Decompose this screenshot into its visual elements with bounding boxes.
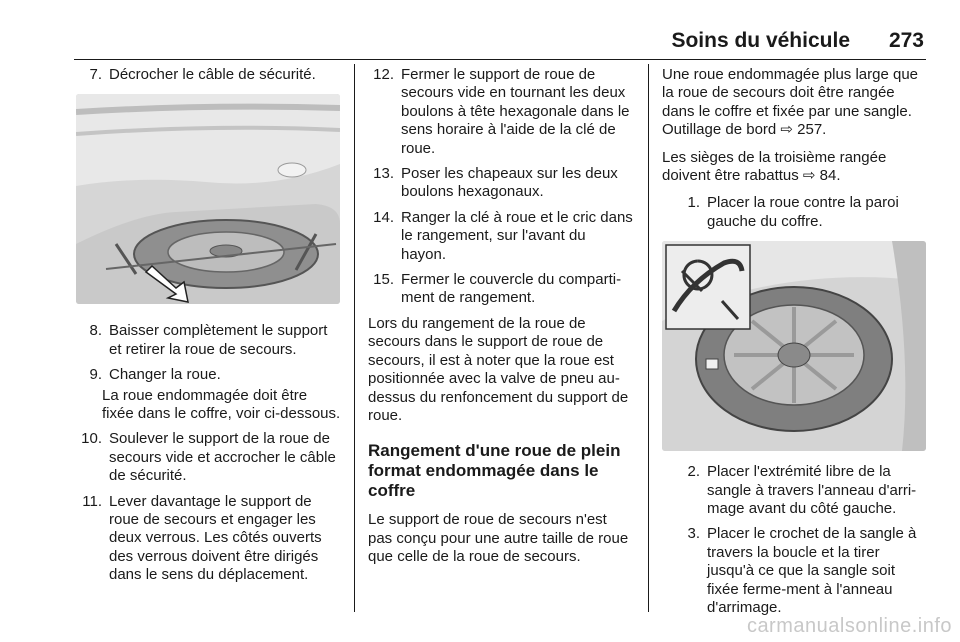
step-number: 13. <box>373 165 394 183</box>
step-number: 15. <box>373 271 394 289</box>
step-text: Fermer le support de roue de secours vide en tournant les deux boulons à tête hexagonale dans le sens horaire à l'aide de la clé de roue. <box>401 66 630 157</box>
paragraph: Lors du rangement de la roue de secours dans le support de roue de secours, il est à noter que la roue est positionnée avec la valve de pneu au-dessus du renfoncement du support de roue. <box>368 314 629 424</box>
step-number: 11. <box>82 492 102 510</box>
column-right <box>662 66 928 625</box>
step-12 <box>368 66 634 158</box>
step-number: 1. <box>687 194 700 212</box>
step-2 <box>674 463 928 518</box>
step-text: Changer la roue. <box>109 366 221 384</box>
step-text: Soulever le support de la roue de secours vide et accrocher le câble de sécurité. <box>109 430 336 485</box>
step-text: Fermer le couvercle du comparti-ment de rangement. <box>401 271 622 307</box>
step-text: Poser les chapeaux sur les deux boulons hexagonaux. <box>401 165 618 201</box>
header-rule <box>74 59 926 60</box>
step-number: 7. <box>89 66 102 83</box>
step-text: Décrocher le câble de sécurité. <box>109 66 316 83</box>
step-text: Ranger la clé à roue et le cric dans le rangement, sur l'avant du hayon. <box>401 208 633 263</box>
step-11 <box>76 493 342 585</box>
section-heading: Rangement d'une roue de plein format endommagée dans le coffre <box>368 441 621 501</box>
step-text: Placer l'extrémité libre de la sangle à travers l'anneau d'arri-mage avant du côté gauche. <box>707 463 917 518</box>
step-text: Lever davantage le support de roue de secours et engager les deux verrous. Les côtés ouverts des verrous doivent être dirigés dans le sens du déplacement. <box>109 492 322 584</box>
step-13 <box>368 165 634 202</box>
step-number: 12. <box>373 66 394 83</box>
wheel-in-trunk-illustration <box>662 241 926 451</box>
column-middle <box>368 66 634 576</box>
step-9 <box>76 366 342 384</box>
page-title: Soins du véhicule <box>671 29 850 52</box>
step-7 <box>76 66 342 84</box>
page-number: 273 <box>888 29 924 52</box>
column-divider-1 <box>354 64 355 612</box>
watermark: carmanualsonline.info <box>746 615 952 637</box>
step-number: 2. <box>687 463 700 481</box>
spare-wheel-carrier-illustration <box>76 94 340 304</box>
step-number: 8. <box>89 322 102 340</box>
step-number: 9. <box>89 366 102 384</box>
step-number: 14. <box>373 208 394 226</box>
step-text: Placer la roue contre la paroi gauche du coffre. <box>707 194 899 230</box>
step-3 <box>674 525 928 617</box>
step-text: Placer le crochet de la sangle à travers la boucle et la tirer jusqu'à ce que la sangle soit fixée ferme-ment à l'anneau d'arrimage. <box>707 525 917 617</box>
step-9-note: La roue endommagée doit être fixée dans le coffre, voir ci-dessous. <box>102 386 341 423</box>
paragraph: Le support de roue de secours n'est pas conçu pour une autre taille de roue que celle de la roue de secours. <box>368 511 629 566</box>
step-1 <box>674 194 928 231</box>
column-divider-2 <box>648 64 649 612</box>
page-header <box>0 26 960 60</box>
step-number: 10. <box>81 430 102 448</box>
step-8 <box>76 322 342 359</box>
step-10 <box>76 430 342 485</box>
paragraph: Les sièges de la troisième rangée doivent être rabattus ⇨ 84. <box>662 148 887 185</box>
paragraph: Une roue endommagée plus large que la roue de secours doit être rangée dans le coffre et fixée par une sangle. Outillage de bord ⇨ 257. <box>662 66 919 139</box>
step-text: Baisser complètement le support et retirer la roue de secours. <box>109 322 328 358</box>
column-left <box>76 66 342 592</box>
step-14 <box>368 209 634 264</box>
step-number: 3. <box>687 525 700 543</box>
step-15 <box>368 271 634 308</box>
